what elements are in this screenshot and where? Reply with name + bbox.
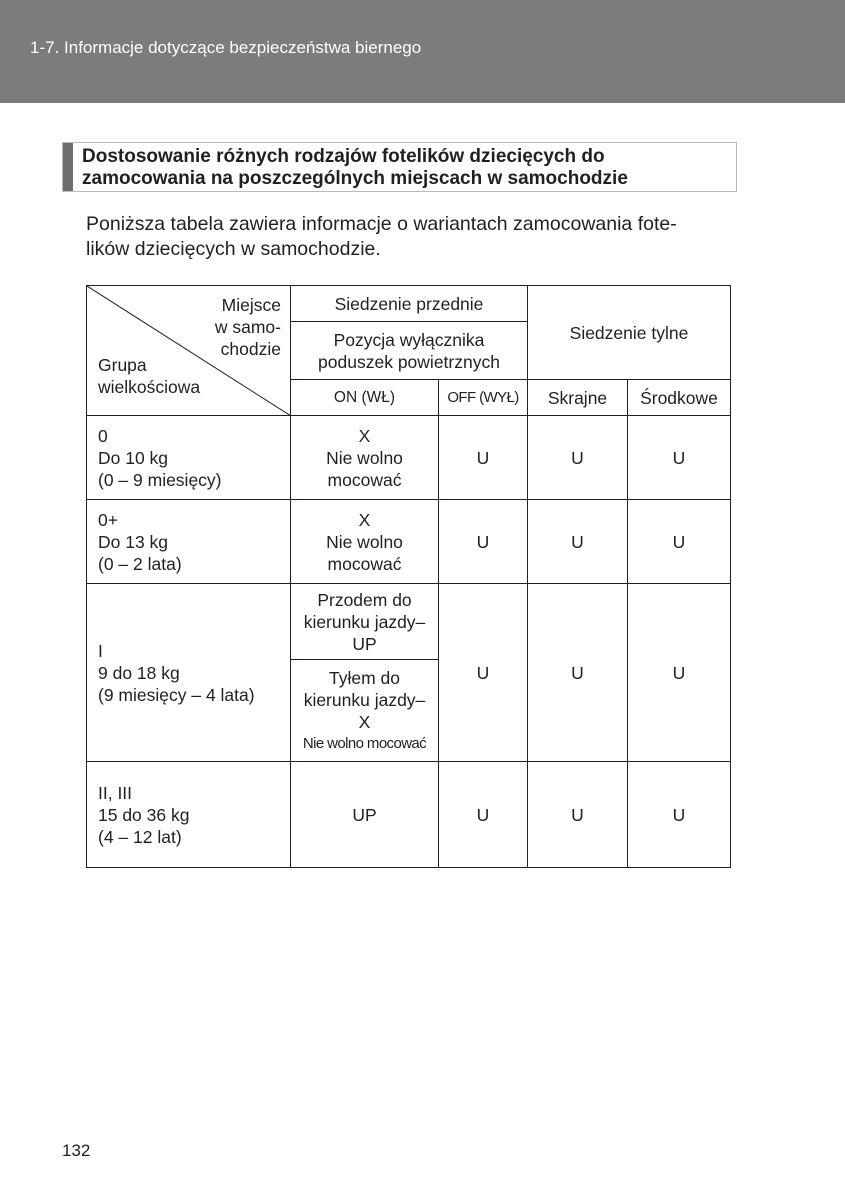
forward-line-1: Przodem do bbox=[317, 589, 412, 610]
group-cell bbox=[87, 416, 291, 500]
front-off-cell: U bbox=[439, 416, 528, 500]
rear-center-cell: U bbox=[628, 500, 731, 584]
group-name: 0 bbox=[98, 425, 108, 446]
rear-center-header: Środkowe bbox=[628, 380, 731, 416]
front-off-cell: U bbox=[439, 500, 528, 584]
rear-outer-cell: U bbox=[528, 416, 628, 500]
group-header-label bbox=[98, 354, 200, 398]
intro-line-1: Poniższa tabela zawiera informacje o wariantach zamocowania fote- bbox=[86, 213, 677, 235]
rear-center-cell: U bbox=[628, 584, 731, 762]
rearward-mark: X bbox=[358, 711, 371, 732]
group-label-line-1: Grupa bbox=[98, 355, 147, 375]
intro-line-2: lików dziecięcych w samochodzie. bbox=[86, 238, 381, 260]
seat-label-line-2: w samo- bbox=[214, 317, 281, 337]
front-on-note-2: mocować bbox=[327, 553, 402, 574]
page-number: 132 bbox=[62, 1141, 91, 1160]
front-off-cell: U bbox=[439, 762, 528, 868]
front-on-cell bbox=[291, 500, 439, 584]
seat-label-line-3: chodzie bbox=[220, 339, 281, 359]
rear-outer-header: Skrajne bbox=[528, 380, 628, 416]
group-age: (9 miesięcy – 4 lata) bbox=[98, 684, 255, 705]
airbag-on-header: ON (WŁ) bbox=[291, 380, 439, 416]
rearward-line-2: kierunku jazdy– bbox=[303, 689, 426, 710]
seat-label-line-1: Miejsce bbox=[221, 295, 281, 315]
rear-outer-cell: U bbox=[528, 584, 628, 762]
front-on-note-1: Nie wolno bbox=[326, 531, 403, 552]
table-corner-cell bbox=[87, 286, 291, 416]
group-cell bbox=[87, 762, 291, 868]
table-row bbox=[87, 416, 731, 500]
rearward-line-1: Tyłem do bbox=[329, 667, 400, 688]
group-weight: 9 do 18 kg bbox=[98, 662, 180, 683]
intro-paragraph bbox=[86, 212, 741, 262]
section-heading-accent bbox=[63, 143, 73, 191]
front-on-cell bbox=[291, 416, 439, 500]
group-weight: Do 13 kg bbox=[98, 531, 169, 552]
forward-line-2: kierunku jazdy– bbox=[303, 611, 426, 632]
front-seat-header: Siedzenie przednie bbox=[291, 286, 528, 322]
rear-center-cell: U bbox=[628, 416, 731, 500]
section-heading-line-2: zamocowania na poszczególnych miejscach w samochodzie bbox=[82, 168, 628, 189]
table-row bbox=[87, 584, 731, 660]
section-heading bbox=[82, 146, 732, 190]
seat-header-label bbox=[215, 294, 281, 360]
child-seat-table bbox=[86, 285, 731, 868]
group-name: 0+ bbox=[98, 509, 118, 530]
group-name: I bbox=[98, 640, 103, 661]
rear-center-cell: U bbox=[628, 762, 731, 868]
front-rearward-cell bbox=[291, 660, 439, 762]
group-age: (0 – 9 miesięcy) bbox=[98, 469, 222, 490]
group-age: (0 – 2 lata) bbox=[98, 553, 182, 574]
group-cell bbox=[87, 500, 291, 584]
group-weight: 15 do 36 kg bbox=[98, 804, 190, 825]
front-on-cell: UP bbox=[291, 762, 439, 868]
rear-seat-header: Siedzenie tylne bbox=[528, 286, 731, 380]
rear-outer-cell: U bbox=[528, 762, 628, 868]
group-name: II, III bbox=[98, 782, 133, 803]
chapter-title: 1-7. Informacje dotyczące bezpieczeństwa biernego bbox=[30, 38, 422, 57]
airbag-off-header: OFF (WYŁ) bbox=[439, 380, 528, 416]
front-on-mark: X bbox=[358, 509, 371, 530]
front-off-cell: U bbox=[439, 584, 528, 762]
airbag-switch-line-2: poduszek powietrznych bbox=[318, 351, 500, 372]
airbag-switch-line-1: Pozycja wyłącznika bbox=[333, 329, 485, 350]
section-heading-box bbox=[62, 142, 737, 192]
front-on-note-2: mocować bbox=[327, 469, 402, 490]
forward-mark: UP bbox=[352, 633, 377, 654]
rearward-note: Nie wolno mocować bbox=[302, 734, 427, 752]
group-weight: Do 10 kg bbox=[98, 447, 169, 468]
front-on-note-1: Nie wolno bbox=[326, 447, 403, 468]
table-row bbox=[87, 762, 731, 868]
airbag-switch-header bbox=[291, 322, 528, 380]
front-forward-cell bbox=[291, 584, 439, 660]
front-on-mark: X bbox=[358, 425, 371, 446]
group-label-line-2: wielkościowa bbox=[98, 377, 201, 397]
rear-outer-cell: U bbox=[528, 500, 628, 584]
group-cell bbox=[87, 584, 291, 762]
group-age: (4 – 12 lat) bbox=[98, 826, 182, 847]
table-row bbox=[87, 500, 731, 584]
chapter-header-bar bbox=[0, 0, 845, 103]
section-heading-line-1: Dostosowanie różnych rodzajów fotelików dziecięcych do bbox=[82, 146, 605, 167]
